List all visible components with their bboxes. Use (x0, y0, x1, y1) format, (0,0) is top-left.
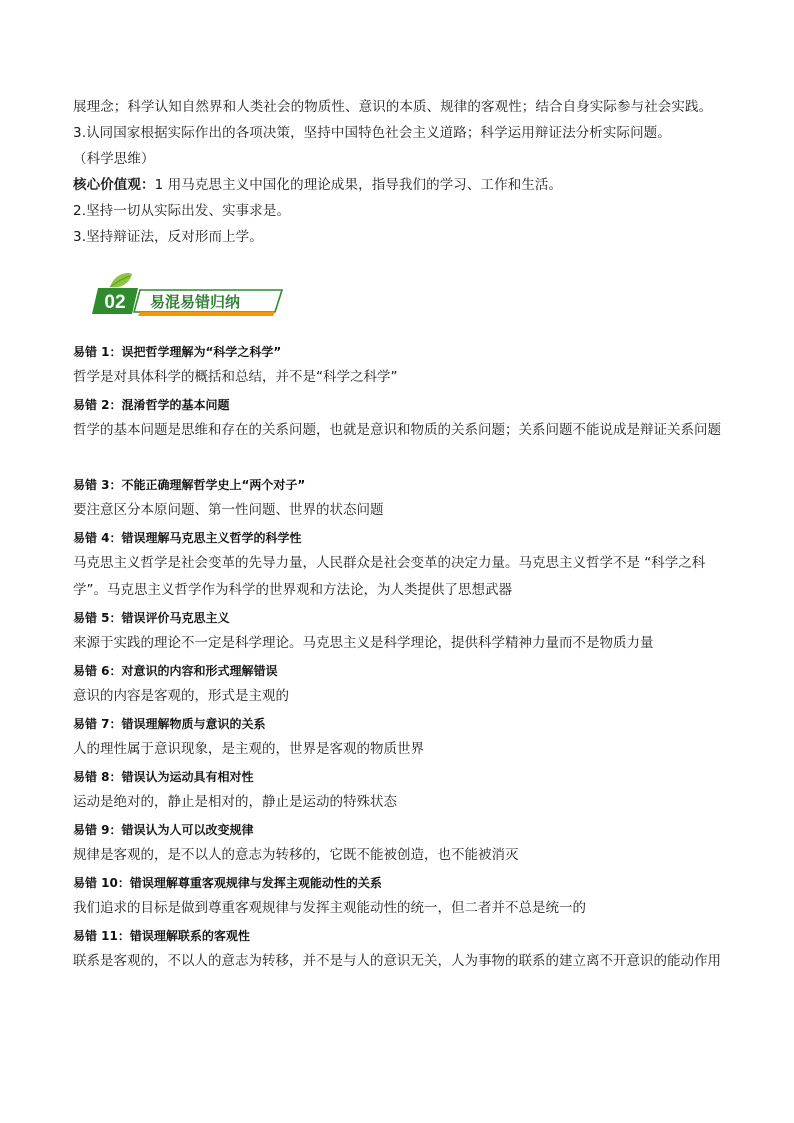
mistake-body-8: 运动是绝对的，静止是相对的，静止是运动的特殊状态 (73, 794, 397, 810)
intro-line-2: 3.认同国家根据实际作出的各项决策，坚持中国特色社会主义道路；科学运用辩证法分析实际问题。 (73, 125, 671, 141)
mistake-body-2: 哲学的基本问题是思维和存在的关系问题，也就是意识和物质的关系问题；关系问题不能说成是辩证关系问题 (73, 422, 721, 438)
mistakes-list (73, 340, 733, 1004)
mistake-body-1: 哲学是对具体科学的概括和总结，并不是“科学之科学” (73, 369, 398, 385)
intro-section (73, 94, 733, 250)
mistake-body-11: 联系是客观的，不以人的意志为转移，并不是与人的意识无关，人为事物的联系的建立离不开意识的能动作用 (73, 953, 721, 969)
mistake-body-7: 人的理性属于意识现象，是主观的，世界是客观的物质世界 (73, 741, 424, 757)
core-values-text: 1 用马克思主义中国化的理论成果，指导我们的学习、工作和生活。 (154, 177, 563, 193)
mistake-heading-1: 易错 1：误把哲学理解为“科学之科学” (73, 345, 282, 359)
mistake-body-6: 意识的内容是客观的，形式是主观的 (73, 688, 289, 704)
mistake-body-5: 来源于实践的理论不一定是科学理论。马克思主义是科学理论，提供科学精神力量而不是物质力量 (73, 635, 654, 651)
section-banner (88, 272, 288, 316)
mistake-heading-9: 易错 9：错误认为人可以改变规律 (73, 823, 254, 837)
intro-line-1: 展理念；科学认知自然界和人类社会的物质性、意识的本质、规律的客观性；结合自身实际参与社会实践。 (73, 99, 713, 115)
mistake-heading-6: 易错 6：对意识的内容和形式理解错误 (73, 664, 278, 678)
mistake-heading-11: 易错 11：错误理解联系的客观性 (73, 929, 250, 943)
mistake-heading-8: 易错 8：错误认为运动具有相对性 (73, 770, 254, 784)
mistake-body-4: 马克思主义哲学是社会变革的先导力量，人民群众是社会变革的决定力量。马克思主义哲学不是 “科学之科学”。马克思主义哲学作为科学的世界观和方法论，为人类提供了思想武器 (73, 555, 706, 598)
section-title: 易混易错归纳 (150, 293, 241, 311)
section-number: 02 (104, 292, 126, 313)
mistake-body-3: 要注意区分本原问题、第一性问题、世界的状态问题 (73, 502, 384, 518)
mistake-heading-2: 易错 2：混淆哲学的基本问题 (73, 398, 230, 412)
mistake-heading-5: 易错 5：错误评价马克思主义 (73, 611, 230, 625)
core-values-label: 核心价值观： (73, 177, 155, 193)
mistake-body-10: 我们追求的目标是做到尊重客观规律与发挥主观能动性的统一，但二者并不总是统一的 (73, 900, 586, 916)
core-values-line (73, 172, 733, 198)
mistake-heading-3: 易错 3：不能正确理解哲学史上“两个对子” (73, 478, 306, 492)
mistake-heading-10: 易错 10：错误理解尊重客观规律与发挥主观能动性的关系 (73, 876, 382, 890)
intro-line-3: （科学思维） (73, 151, 155, 167)
intro-line-5: 2.坚持一切从实际出发、实事求是。 (73, 203, 291, 219)
mistake-body-9: 规律是客观的，是不以人的意志为转移的，它既不能被创造，也不能被消灭 (73, 847, 519, 863)
intro-line-6: 3.坚持辩证法，反对形而上学。 (73, 229, 263, 245)
mistake-heading-7: 易错 7：错误理解物质与意识的关系 (73, 717, 266, 731)
mistake-heading-4: 易错 4：错误理解马克思主义哲学的科学性 (73, 531, 302, 545)
